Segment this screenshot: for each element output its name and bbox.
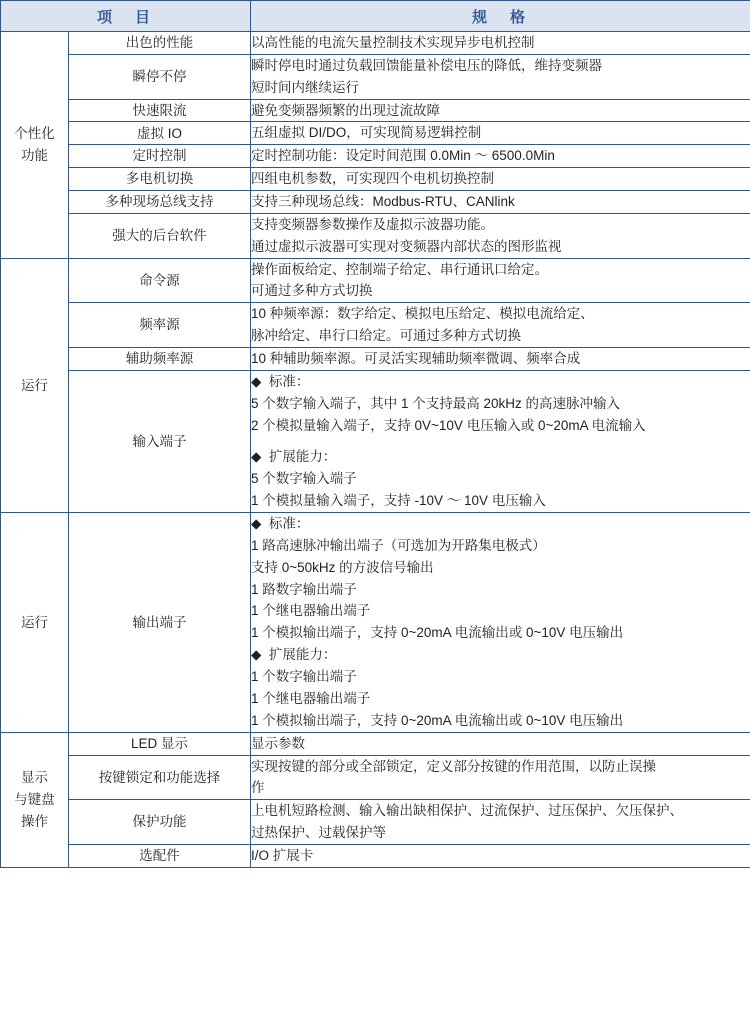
table-header-row — [1, 1, 750, 32]
spec-content: 瞬时停电时通过负载回馈能量补偿电压的降低，维持变频器 短时间内继续运行 — [251, 54, 750, 99]
spec-content: 上电机短路检测、输入输出缺相保护、过流保护、过压保护、欠压保护、 过热保护、过载保护等 — [251, 800, 750, 845]
table-row — [1, 513, 750, 733]
spec-content: 四组电机参数，可实现四个电机切换控制 — [251, 168, 750, 191]
table-row — [1, 348, 750, 371]
table-header — [1, 1, 750, 32]
item-label: 多电机切换 — [69, 168, 251, 191]
table-row — [1, 732, 750, 755]
item-label: 辅助频率源 — [69, 348, 251, 371]
group-label: 运行 — [1, 513, 69, 733]
item-label: 频率源 — [69, 303, 251, 348]
spec-content: 10 种频率源：数字给定、模拟电压给定、模拟电流给定、 脉冲给定、串行口给定。可通过多种方式切换 — [251, 303, 750, 348]
header-item: 项 目 — [1, 1, 251, 32]
table-row — [1, 145, 750, 168]
spec-content: 五组虚拟 DI/DO，可实现简易逻辑控制 — [251, 122, 750, 145]
item-label: 选配件 — [69, 844, 251, 867]
group-label: 显示 与键盘 操作 — [1, 732, 69, 867]
spec-content: 显示参数 — [251, 732, 750, 755]
table-body — [1, 32, 750, 868]
spec-content: I/O 扩展卡 — [251, 844, 750, 867]
spec-content: 支持三种现场总线：Modbus-RTU、CANlink — [251, 191, 750, 214]
table-row — [1, 191, 750, 214]
item-label: 虚拟 IO — [69, 122, 251, 145]
item-label: 瞬停不停 — [69, 54, 251, 99]
header-spec: 规 格 — [251, 1, 750, 32]
spec-content: 以高性能的电流矢量控制技术实现异步电机控制 — [251, 32, 750, 55]
item-label: 多种现场总线支持 — [69, 191, 251, 214]
table-row — [1, 122, 750, 145]
spec-content: 操作面板给定、控制端子给定、串行通讯口给定。 可通过多种方式切换 — [251, 258, 750, 303]
item-label: 输出端子 — [69, 513, 251, 733]
spec-content: ◆ 标准： 5 个数字输入端子，其中 1 个支持最高 20kHz 的高速脉冲输入 2 个模拟量输入端子，支持 0V~10V 电压输入或 0~20mA 电流输入 ◆ 扩展能力： 5 个数字输入端子 1 个模拟量输入端子，支持 -10V ～ 10V 电压输入 — [251, 370, 750, 512]
spec-content: ◆ 标准： 1 路高速脉冲输出端子（可选加为开路集电极式） 支持 0~50kHz 的方波信号输出 1 路数字输出端子 1 个继电器输出端子 1 个模拟输出端子，支持 0~20mA 电流输出或 0~10V 电压输出 ◆ 扩展能力： 1 个数字输出端子 1 个继电器输出端子 1 个模拟输出端子，支持 0~20mA 电流输出或 0~10V 电压输出 — [251, 513, 750, 733]
table-row — [1, 755, 750, 800]
spec-content: 定时控制功能：设定时间范围 0.0Min ～ 6500.0Min — [251, 145, 750, 168]
item-label: 强大的后台软件 — [69, 213, 251, 258]
table-row — [1, 303, 750, 348]
item-label: 输入端子 — [69, 370, 251, 512]
item-label: 定时控制 — [69, 145, 251, 168]
spec-content: 避免变频器频繁的出现过流故障 — [251, 99, 750, 122]
table-row — [1, 32, 750, 55]
table-row — [1, 800, 750, 845]
table-row — [1, 370, 750, 512]
table-row — [1, 168, 750, 191]
item-label: LED 显示 — [69, 732, 251, 755]
table-row — [1, 844, 750, 867]
spec-content: 10 种辅助频率源。可灵活实现辅助频率微调、频率合成 — [251, 348, 750, 371]
group-label: 个性化 功能 — [1, 32, 69, 259]
item-label: 快速限流 — [69, 99, 251, 122]
table-row — [1, 258, 750, 303]
table-row — [1, 99, 750, 122]
group-label: 运行 — [1, 258, 69, 512]
item-label: 命令源 — [69, 258, 251, 303]
item-label: 保护功能 — [69, 800, 251, 845]
item-label: 出色的性能 — [69, 32, 251, 55]
table-row — [1, 213, 750, 258]
item-label: 按键锁定和功能选择 — [69, 755, 251, 800]
spec-content: 支持变频器参数操作及虚拟示波器功能。 通过虚拟示波器可实现对变频器内部状态的图形监视 — [251, 213, 750, 258]
spec-content: 实现按键的部分或全部锁定，定义部分按键的作用范围，以防止误操 作 — [251, 755, 750, 800]
table-row — [1, 54, 750, 99]
